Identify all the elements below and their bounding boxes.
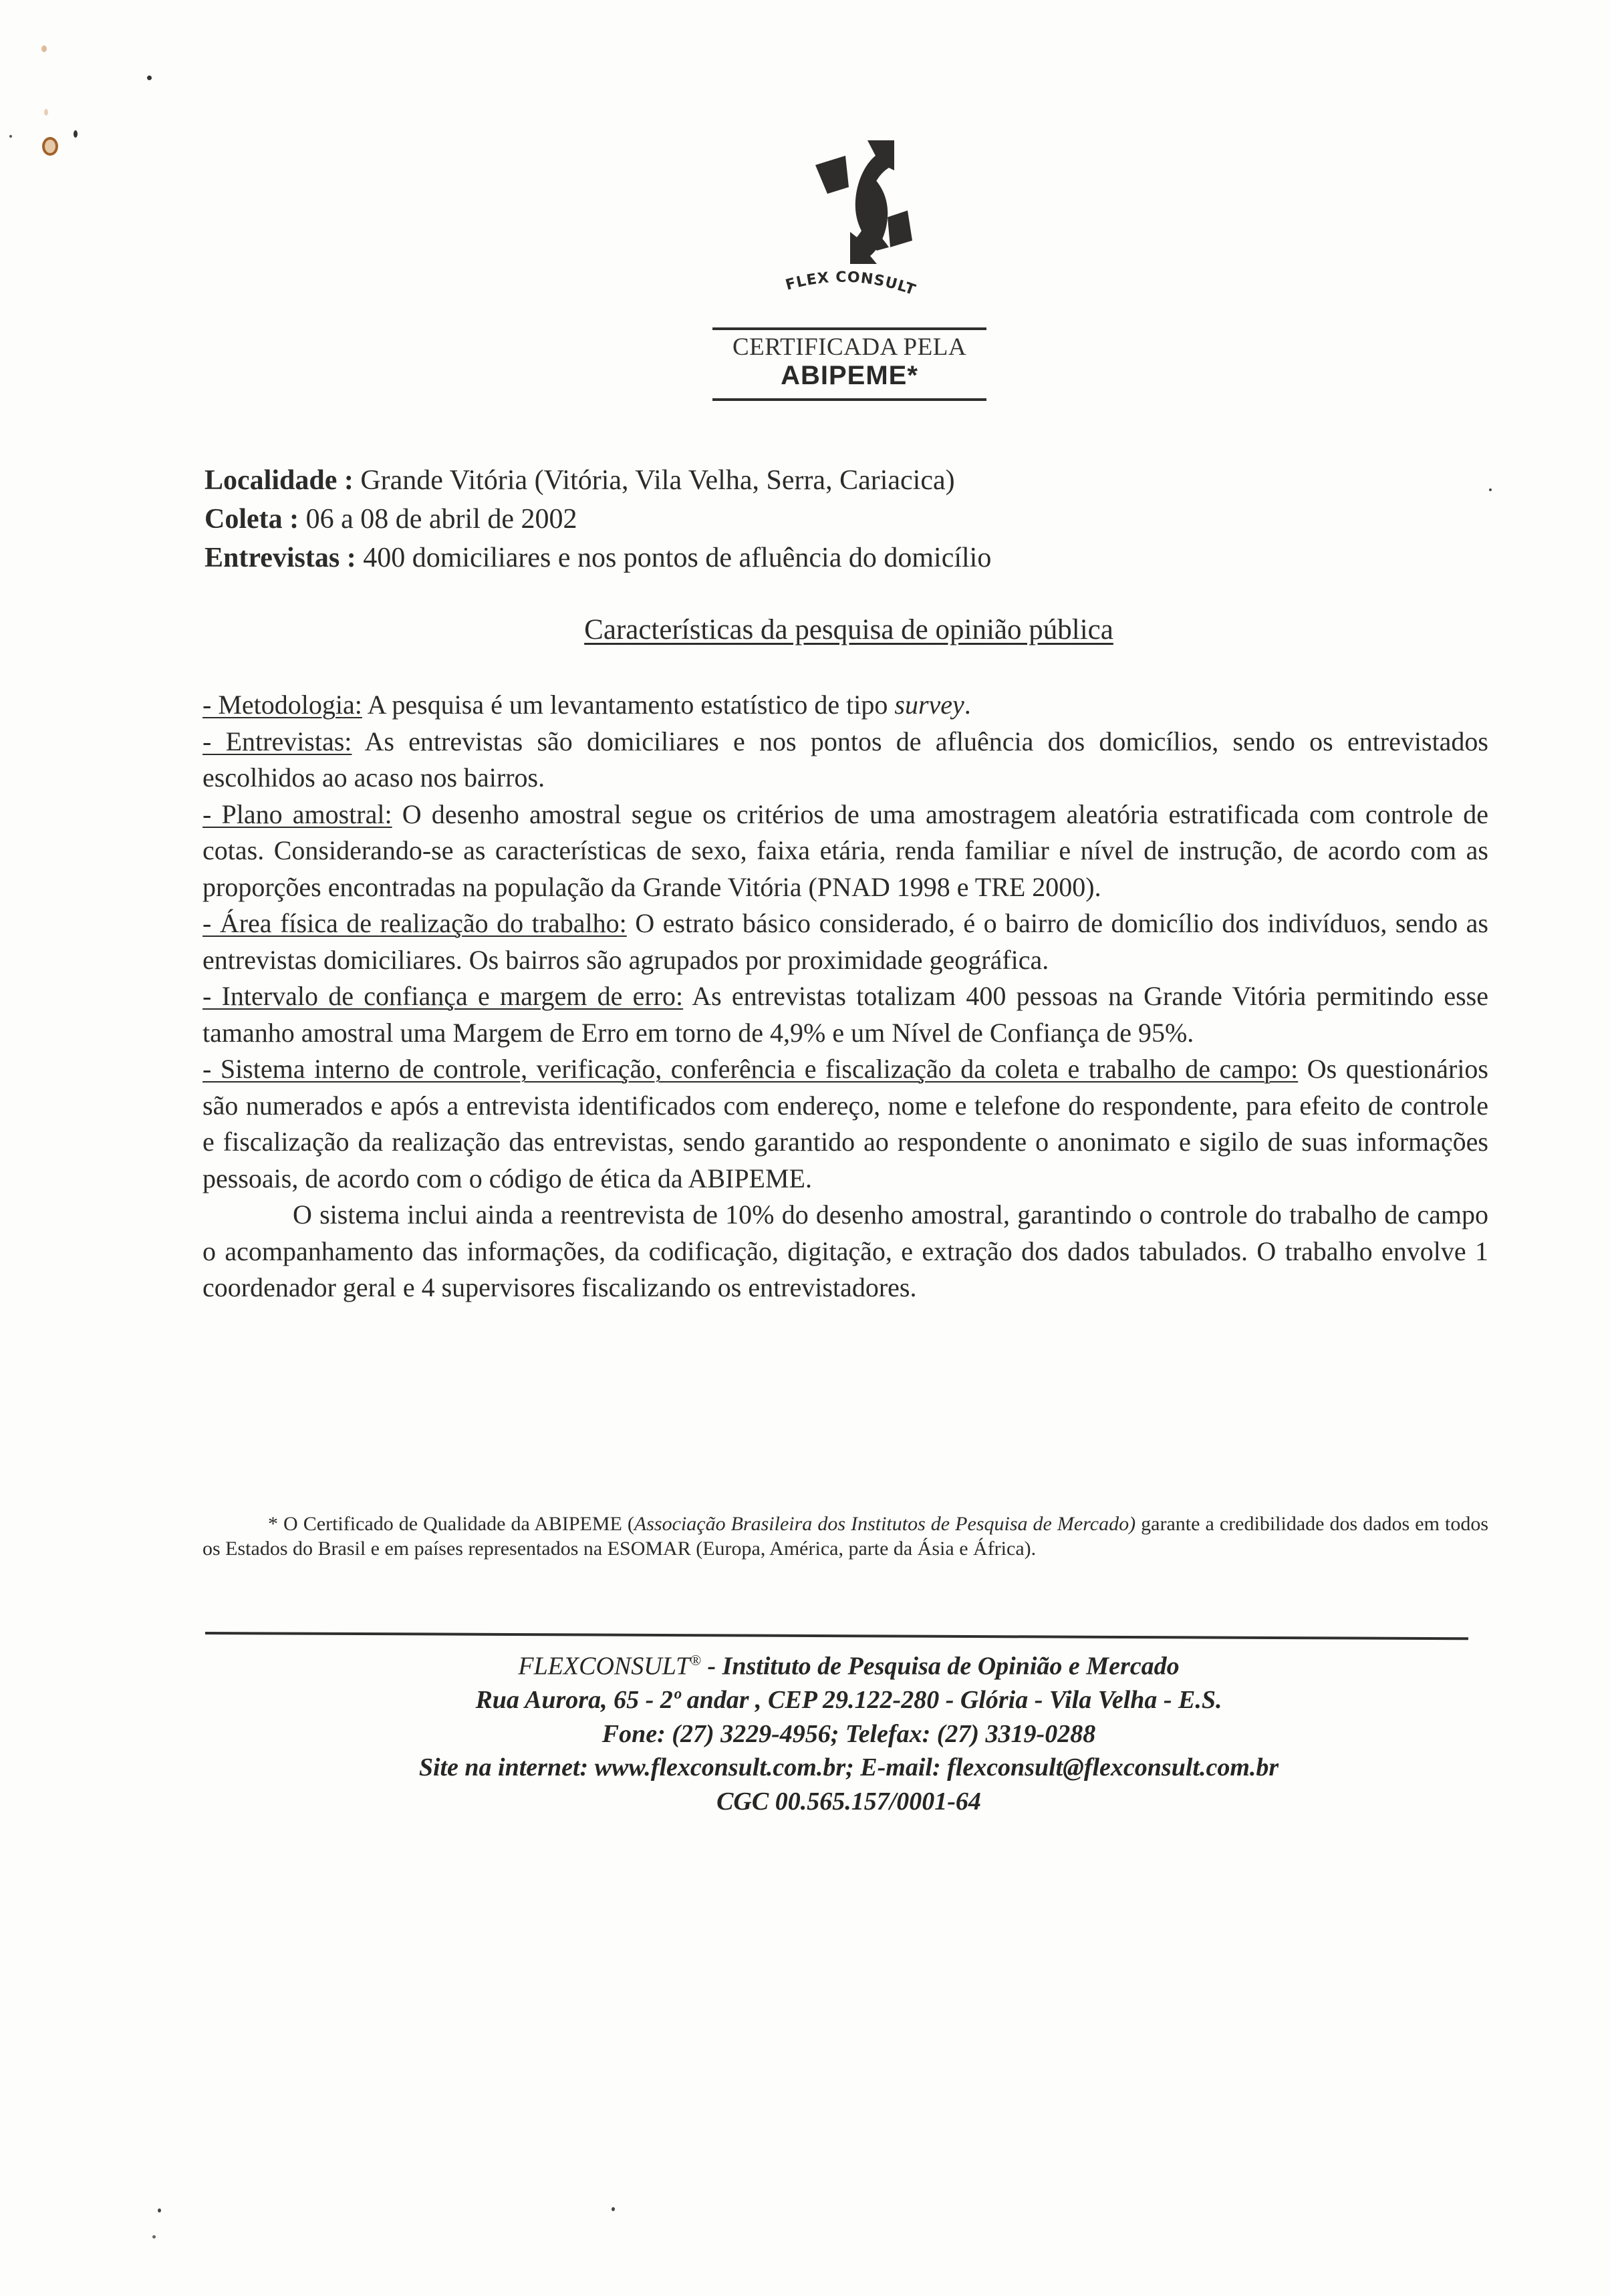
certification-body: ABIPEME* <box>781 361 918 390</box>
info-value: Grande Vitória (Vitória, Vila Velha, Serra, Cariacica) <box>360 465 955 496</box>
footnote-italic: Associação Brasileira dos Institutos de Pesquisa de Mercado) <box>634 1513 1136 1535</box>
characteristic-label: - Plano amostral: <box>203 799 392 829</box>
control-paragraph: O sistema inclui ainda a reentrevista de 10% do desenho amostral, garantindo o controle do trabalho de campo o acompanhamento das informações, da codificação, digitação, e extração dos dados tabulados. O trabalho envolve 1 coordenador geral e 4 supervisores fiscalizando os entrevistadores. <box>203 1199 1488 1302</box>
footer-web: Site na internet: www.flexconsult.com.br; E-mail: flexconsult@flexconsult.com.br <box>418 1753 1279 1782</box>
footer-company-line <box>200 1644 1497 1683</box>
info-coleta <box>205 500 577 539</box>
characteristic-text: As entrevistas são domiciliares e nos pontos de afluência dos domicílios, sendo os entrevistados escolhidos ao acaso nos bairros. <box>203 726 1488 793</box>
footer-rule <box>205 1632 1468 1640</box>
registered-mark: ® <box>690 1652 701 1669</box>
logo-arrow-down <box>850 174 888 264</box>
characteristic-label: - Intervalo de confiança e margem de erro: <box>203 981 684 1011</box>
logo-wing-left <box>815 156 849 194</box>
section-title: Características da pesquisa de opinião pública <box>584 614 1113 645</box>
characteristic-label: - Sistema interno de controle, verificação, conferência e fiscalização da coleta e trabalho de campo: <box>203 1054 1299 1084</box>
characteristic-item <box>203 905 1488 978</box>
info-value: 06 a 08 de abril de 2002 <box>305 504 577 535</box>
footnote <box>203 1512 1488 1561</box>
info-value: 400 domiciliares e nos pontos de afluência do domicílio <box>363 543 992 573</box>
characteristic-label: - Área física de realização do trabalho: <box>203 908 627 938</box>
characteristics-body <box>203 687 1488 1306</box>
rust-spot <box>42 137 58 156</box>
footer-cgc: CGC 00.565.157/0001-64 <box>716 1787 981 1816</box>
svg-text:FLEX CONSULT <box>784 269 918 299</box>
brand-text: FLEX CONSULT <box>783 269 918 299</box>
info-label: Entrevistas : <box>205 543 356 573</box>
scan-speck <box>44 109 48 116</box>
certification-rule-top <box>712 327 986 330</box>
footer-company: FLEXCONSULT <box>518 1652 690 1681</box>
scan-speck <box>612 2207 615 2211</box>
logo-wing-right <box>888 210 912 247</box>
characteristic-label: - Metodologia: <box>203 690 362 720</box>
scan-speck <box>158 2208 161 2212</box>
characteristic-item <box>203 1051 1488 1197</box>
characteristic-item <box>203 724 1488 797</box>
scan-speck <box>41 45 47 52</box>
characteristic-text: O desenho amostral segue os critérios de uma amostragem aleatória estratificada com controle de cotas. Considerando-se as características de sexo, faixa etária, renda familiar e nível de instrução, de acordo com as proporções encontradas na população da Grande Vitória (PNAD 1998 e TRE 2000). <box>203 799 1489 902</box>
characteristic-item <box>203 687 1488 724</box>
characteristic-label: - Entrevistas: <box>203 726 352 756</box>
scan-speck <box>9 135 12 138</box>
info-entrevistas <box>205 539 991 577</box>
characteristic-text: A pesquisa é um levantamento estatístico de tipo <box>362 690 895 720</box>
section-title-wrap <box>200 613 1497 646</box>
scan-speck <box>147 76 152 80</box>
flex-consult-logo-icon <box>789 137 912 267</box>
scan-speck <box>74 130 78 138</box>
certification-line: CERTIFICADA PELA <box>732 333 967 361</box>
footnote-suffix: garante a credibilidade dos dados em todos os Estados do Brasil e em países representados na ESOMAR (Europa, América, parte da Ásia e África). <box>203 1513 1488 1560</box>
info-label: Localidade : <box>205 465 354 496</box>
scan-speck <box>152 2235 156 2239</box>
info-label: Coleta : <box>205 504 299 535</box>
characteristic-item <box>203 978 1488 1051</box>
info-localidade <box>205 461 955 500</box>
characteristic-text: As entrevistas totalizam 400 pessoas na Grande Vitória permitindo esse tamanho amostral uma Margem de Erro em torno de 4,9% e um Nível de Confiança de 95%. <box>203 981 1488 1048</box>
characteristic-emphasis: survey <box>894 690 964 720</box>
scan-speck <box>1489 488 1492 491</box>
brand-text-arc <box>775 264 926 304</box>
characteristic-tail: . <box>964 690 971 720</box>
characteristic-item <box>203 797 1488 906</box>
footer <box>200 1644 1497 1818</box>
footer-address: Rua Aurora, 65 - 2º andar , CEP 29.122-280 - Glória - Vila Velha - E.S. <box>475 1686 1222 1715</box>
characteristic-text: O estrato básico considerado, é o bairro de domicílio dos indivíduos, sendo as entrevistas domiciliares. Os bairros são agrupados por proximidade geográfica. <box>203 908 1489 975</box>
footnote-text <box>203 1512 1488 1561</box>
certification-rule-bottom <box>712 398 986 401</box>
footer-tagline: - Instituto de Pesquisa de Opinião e Mercado <box>700 1652 1180 1681</box>
characteristic-text: Os questionários são numerados e após a entrevista identificados com endereço, nome e telefone do respondente, para efeito de controle e fiscalização da realização das entrevistas, sendo garantido ao respondente o anonimato e sigilo de suas informações pessoais, de acordo com o código de ética da ABIPEME. <box>203 1054 1488 1193</box>
footnote-prefix: * O Certificado de Qualidade da ABIPEME ( <box>268 1513 634 1535</box>
footer-phones: Fone: (27) 3229-4956; Telefax: (27) 3319-0288 <box>601 1719 1096 1748</box>
